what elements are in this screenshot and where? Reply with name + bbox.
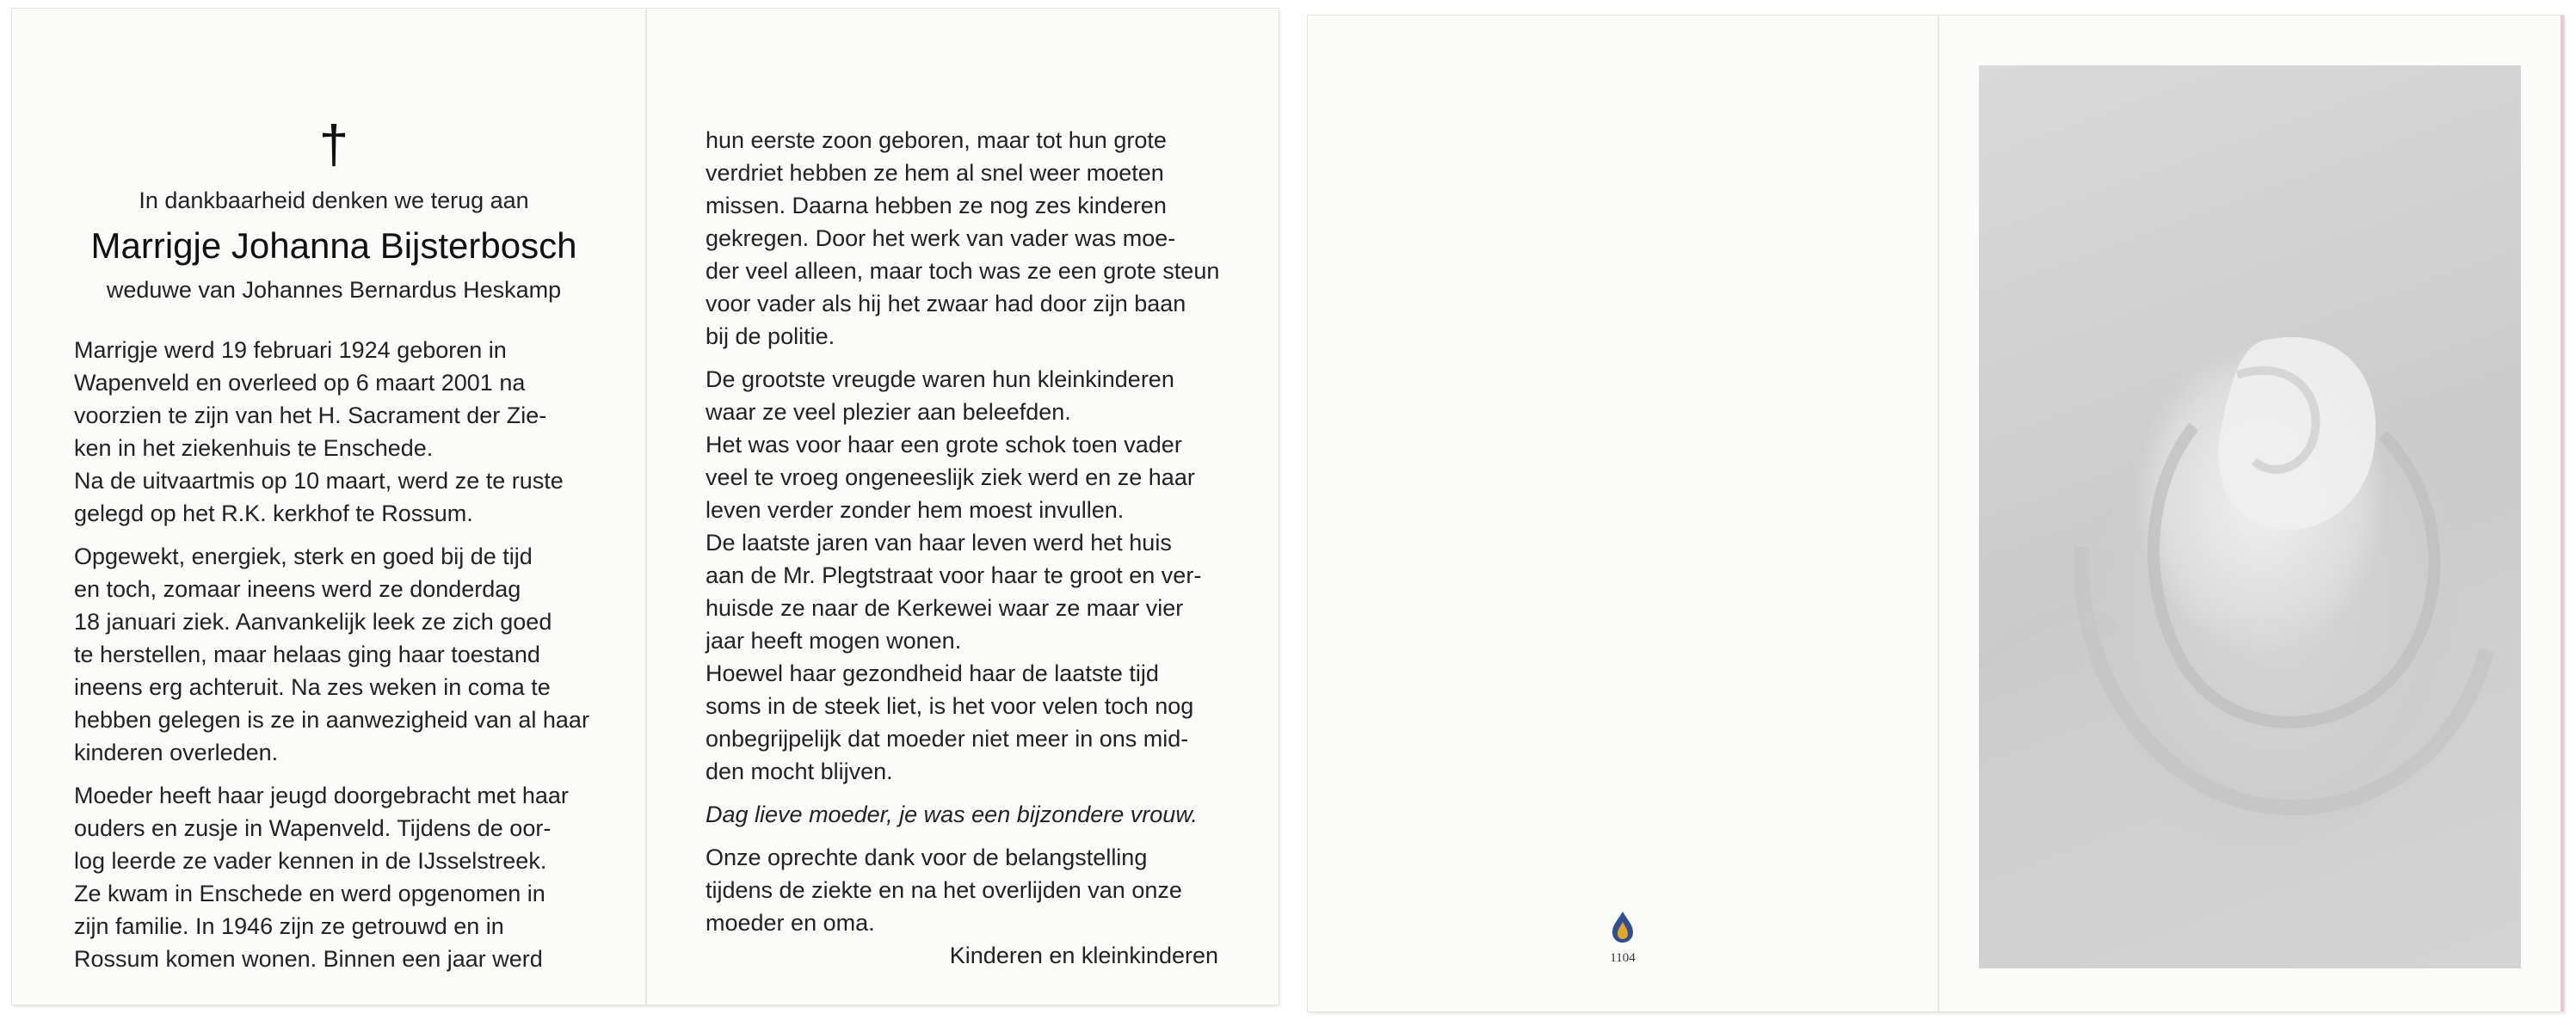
rose-photo: [1979, 65, 2521, 968]
text-line: ineens erg achteruit. Na zes weken in coma te: [74, 674, 551, 700]
text-line: en toch, zomaar ineens werd ze donderdag: [74, 576, 521, 602]
text-line: der veel alleen, maar toch was ze een grote steun: [706, 258, 1220, 284]
paragraph: [74, 334, 594, 530]
text-line: Opgewekt, energiek, sterk en goed bij de tijd: [74, 544, 533, 569]
text-line: ouders en zusje in Wapenveld. Tijdens de oor-: [74, 815, 552, 841]
text-line: veel te vroeg ongeneeslijk ziek werd en ze haar: [706, 464, 1195, 490]
text-line: den mocht blijven.: [706, 759, 893, 784]
text-line: Rossum komen wonen. Binnen een jaar werd: [74, 946, 543, 972]
paragraph: [706, 124, 1230, 353]
cross-icon: †: [318, 115, 349, 175]
text-line: Moeder heeft haar jeugd doorgebracht met haar: [74, 783, 569, 808]
text-line: onbegrijpelijk dat moeder niet meer in ons mid-: [706, 726, 1189, 752]
card-fold: [645, 9, 647, 1004]
farewell-line: Dag lieve moeder, je was een bijzondere vrouw.: [706, 802, 1198, 827]
text-line: kinderen overleden.: [74, 740, 279, 765]
widow-of-text: weduwe van Johannes Bernardus Heskamp: [106, 277, 562, 303]
text-line: moeder en oma.: [706, 910, 875, 936]
card-edge: [2561, 15, 2564, 1011]
text-line: huisde ze naar de Kerkewei waar ze maar vier: [706, 595, 1184, 621]
right-panel: [706, 9, 1230, 1004]
text-line: soms in de steek liet, is het voor velen toch nog: [706, 693, 1194, 719]
text-line: bij de politie.: [706, 323, 835, 349]
card-number: 1104: [1610, 951, 1636, 965]
left-panel: [74, 9, 594, 1004]
text-line: gekregen. Door het werk van vader was moe-: [706, 225, 1176, 251]
text-line: Het was voor haar een grote schok toen vader: [706, 432, 1182, 458]
paragraph: [706, 363, 1230, 788]
deceased-name: Marrigje Johanna Bijsterbosch: [90, 225, 577, 266]
biography: [74, 334, 594, 986]
text-line: te herstellen, maar helaas ging haar toestand: [74, 642, 540, 667]
intro-text: In dankbaarheid denken we terug aan: [139, 187, 529, 213]
paragraph: [74, 779, 594, 975]
text-line: zijn familie. In 1946 zijn ze getrouwd en in: [74, 913, 504, 939]
text-line: hun eerste zoon geboren, maar tot hun grote: [706, 127, 1167, 153]
text-line: Onze oprechte dank voor de belangstelling: [706, 845, 1148, 870]
text-line: De laatste jaren van haar leven werd het huis: [706, 530, 1172, 556]
flame-drop-icon: [1607, 910, 1638, 944]
text-line: ken in het ziekenhuis te Enschede.: [74, 435, 434, 461]
signature: Kinderen en kleinkinderen: [949, 943, 1218, 968]
paragraph: [74, 540, 594, 769]
text-line: leven verder zonder hem moest invullen.: [706, 497, 1125, 523]
rose-image: [1979, 65, 2521, 968]
text-line: tijdens de ziekte en na het overlijden van onze: [706, 877, 1182, 903]
text-line: hebben gelegen is ze in aanwezigheid van al haar: [74, 707, 589, 733]
thanks-paragraph: [706, 841, 1230, 972]
text-line: Ze kwam in Enschede en werd opgenomen in: [74, 881, 545, 906]
text-line: De grootste vreugde waren hun kleinkinderen: [706, 366, 1174, 392]
text-line: jaar heeft mogen wonen.: [706, 628, 962, 654]
text-line: verdriet hebben ze hem al snel weer moeten: [706, 160, 1164, 186]
text-line: Na de uitvaartmis op 10 maart, werd ze te ruste: [74, 468, 564, 494]
text-line: Marrigje werd 19 februari 1924 geboren in: [74, 337, 507, 363]
text-line: voor vader als hij het zwaar had door zijn baan: [706, 291, 1186, 316]
text-line: Hoewel haar gezondheid haar de laatste tijd: [706, 660, 1159, 686]
text-line: log leerde ze vader kennen in de IJsselstreek.: [74, 848, 547, 874]
card-fold: [1938, 15, 1939, 1011]
memorial-card-outside: [1308, 15, 2564, 1011]
memorial-card-inside: [12, 9, 1279, 1004]
text-line: voorzien te zijn van het H. Sacrament der Zie-: [74, 402, 547, 428]
text-line: aan de Mr. Plegtstraat voor haar te groot en ver-: [706, 562, 1202, 588]
text-line: missen. Daarna hebben ze nog zes kinderen: [706, 193, 1167, 218]
text-line: gelegd op het R.K. kerkhof te Rossum.: [74, 501, 473, 526]
text-line: waar ze veel plezier aan beleefden.: [706, 399, 1071, 425]
biography-continued: [706, 124, 1230, 982]
text-line: Wapenveld en overleed op 6 maart 2001 na: [74, 370, 526, 396]
text-line: 18 januari ziek. Aanvankelijk leek ze zich goed: [74, 609, 552, 635]
